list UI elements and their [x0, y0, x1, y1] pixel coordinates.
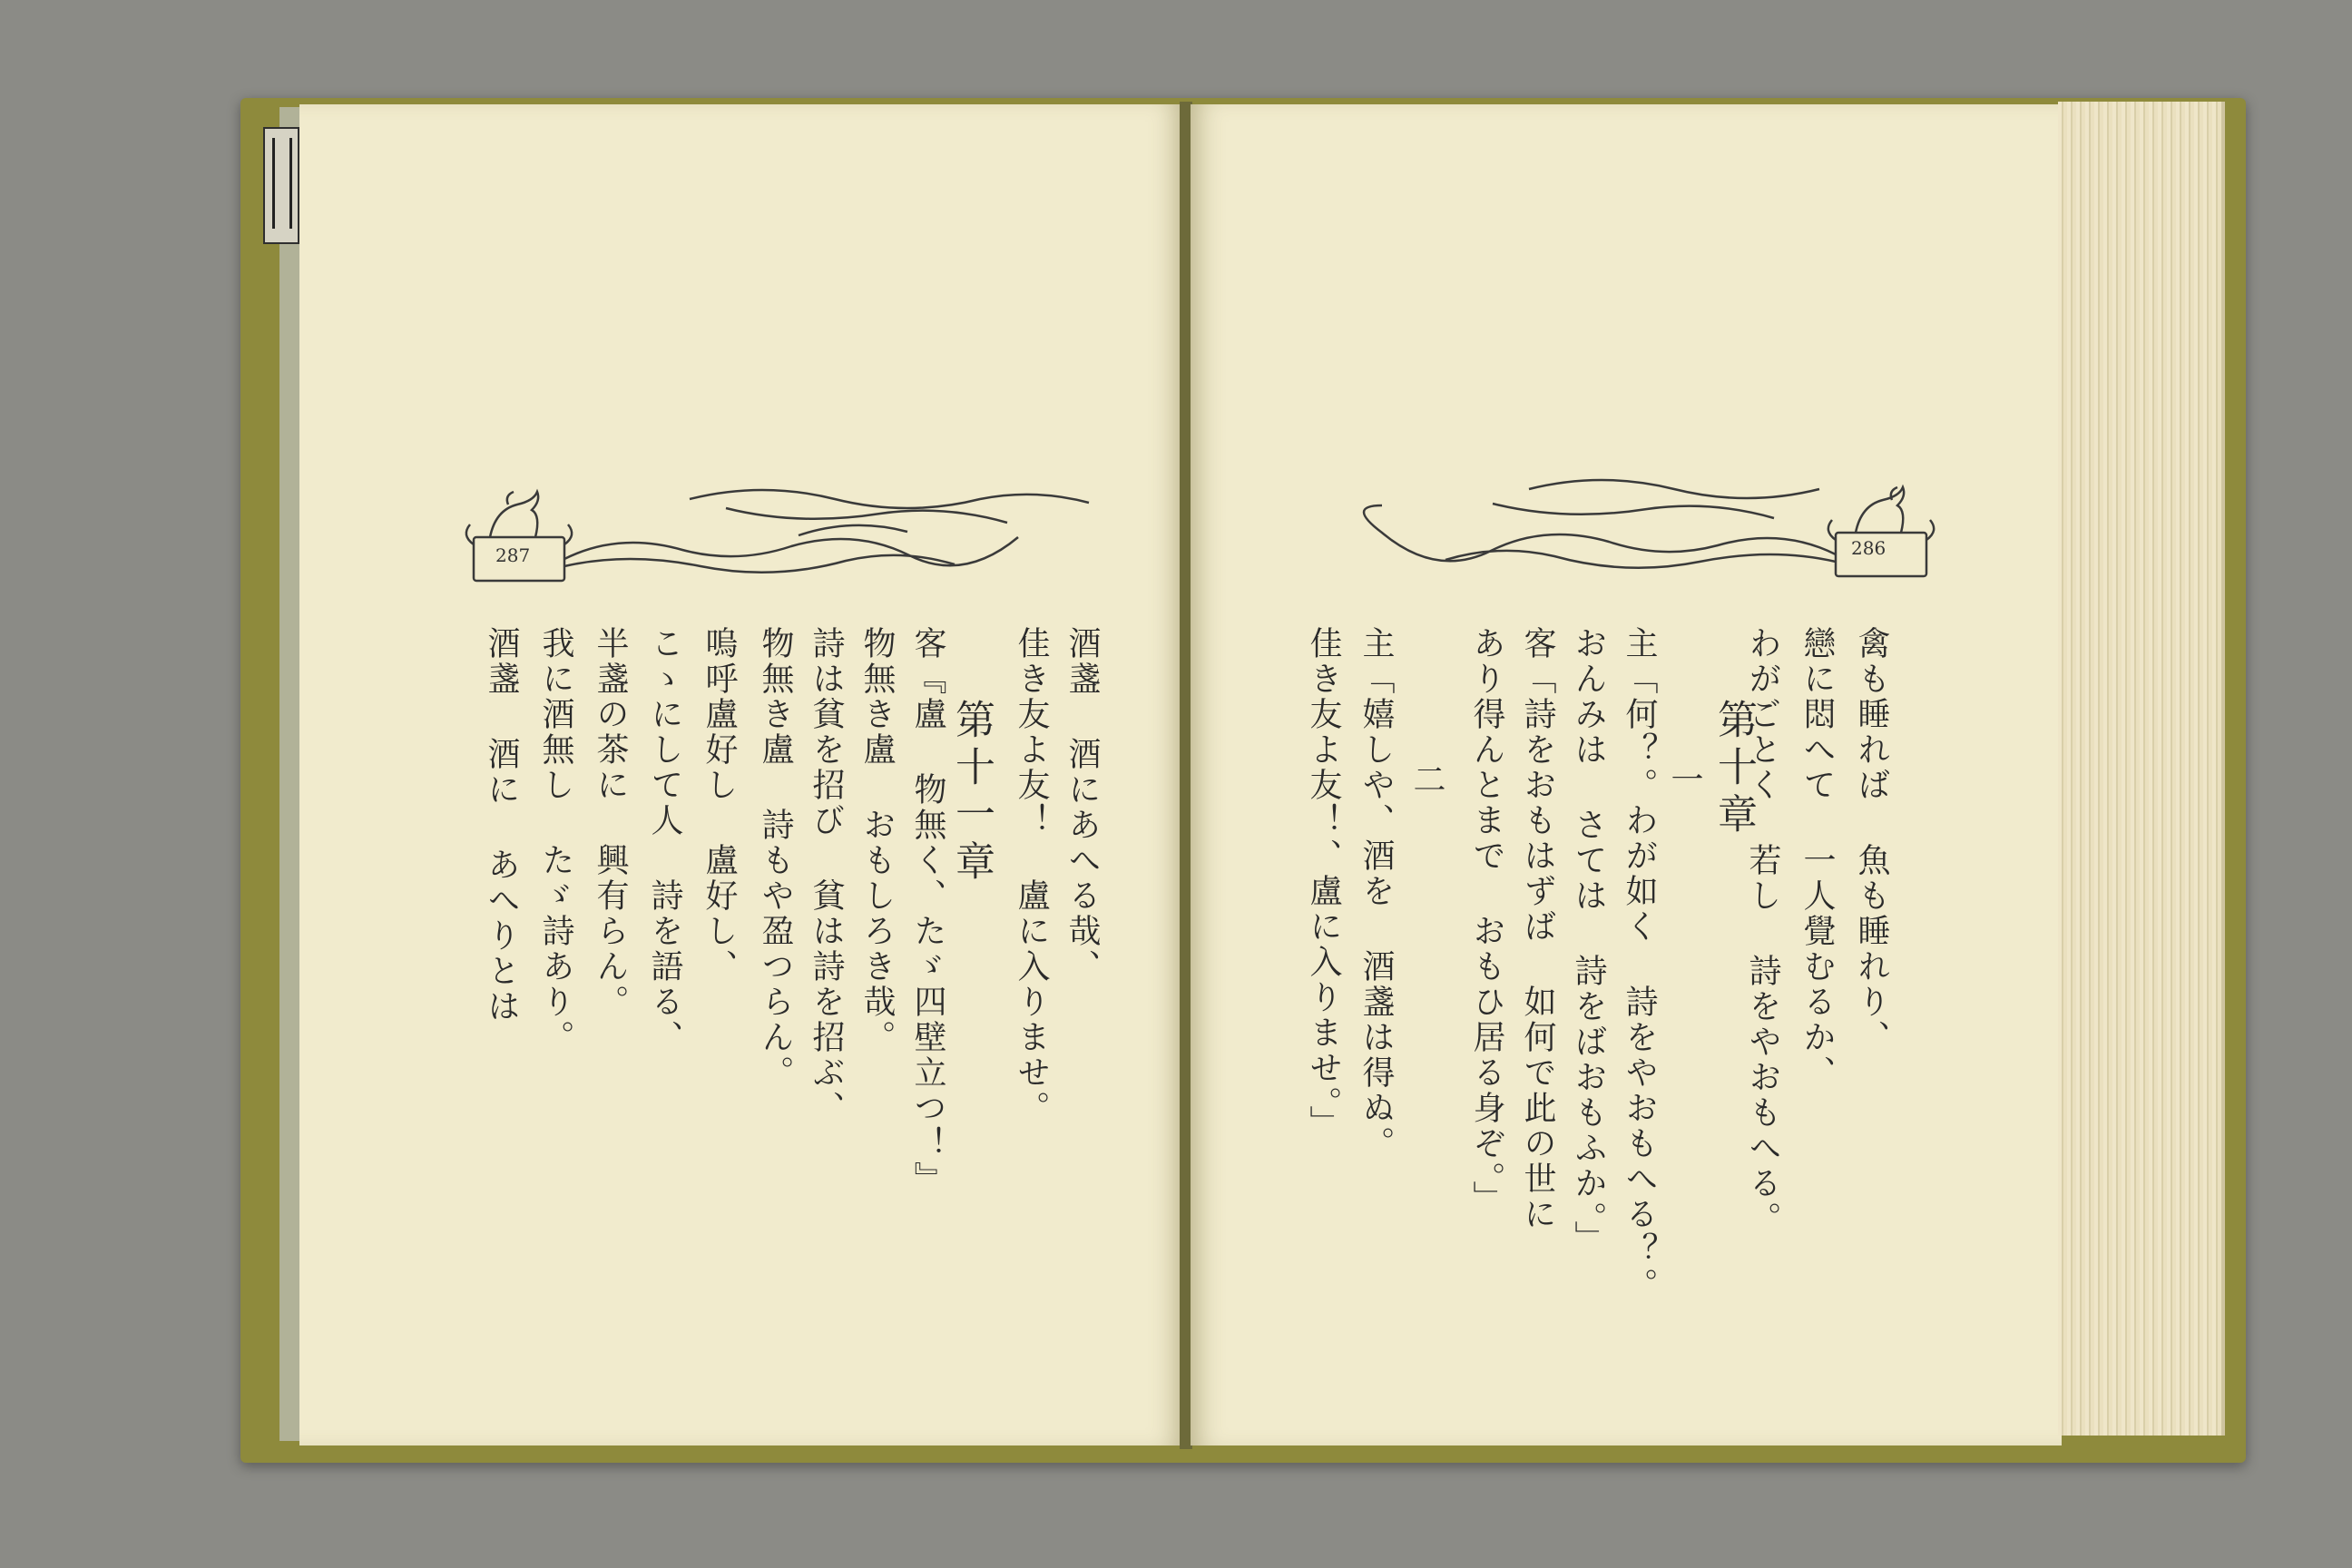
left-line-10: 我に酒無し たゞ詩あり。	[537, 626, 574, 1055]
headpiece-ornament-right-icon	[1266, 467, 1946, 594]
page-number-right: 286	[1851, 537, 1886, 559]
left-line-6: 物無き盧 詩もや盈つらん。	[757, 626, 794, 1091]
left-line-1: 酒盞 酒にあへる哉、	[1063, 626, 1101, 985]
right-line-1: 禽も睡れば 魚も睡れり、	[1853, 626, 1890, 1055]
right-line-9: 佳き友よ友！、盧に入りませ。」	[1305, 626, 1342, 1141]
right-chapter-title: 第十章	[1710, 699, 1757, 840]
right-line-4: 主「何？。わが如く 詩をやおもへる？。	[1621, 626, 1658, 1303]
left-line-5: 詩は貧を招び 貧は詩を招ぶ、	[808, 626, 845, 1126]
left-chapter-title: 第十一章	[948, 699, 995, 887]
left-line-7: 嗚呼盧好し 盧好し、	[701, 626, 738, 985]
page-edges	[2058, 102, 2225, 1436]
left-line-8: こゝにして人 詩を語る、	[646, 626, 683, 1055]
right-line-2: 戀に悶へて 一人覺むるか、	[1798, 626, 1836, 1091]
page-number-left: 287	[495, 544, 531, 566]
left-line-9: 半盞の茶に 興有らん。	[592, 626, 629, 1020]
left-line-3: 客『盧 物無く、たゞ四壁立つ！』	[909, 626, 946, 1197]
right-line-8: 主「嬉しや、酒を 酒盞は得ぬ。	[1357, 626, 1395, 1161]
right-section-two: 二	[1408, 762, 1446, 798]
left-line-2: 佳き友よ友！ 盧に入りませ。	[1013, 626, 1050, 1126]
right-section-one: 一	[1666, 762, 1703, 798]
right-line-5: おんみは さては 詩をばおもふか。」	[1570, 626, 1607, 1256]
spine-label-icon	[263, 127, 299, 244]
left-line-11: 酒盞 酒に あへりとは	[483, 626, 520, 1024]
headpiece-ornament-left-icon	[454, 472, 1134, 599]
right-line-6: 客「詩をおもはずば 如何で此の世に	[1519, 626, 1556, 1232]
left-line-4: 物無き盧 おもしろき哉。	[858, 626, 896, 1055]
right-line-7: あり得んとまで おもひ居る身ぞ。」	[1468, 626, 1505, 1216]
right-line-3: わがごとく 若し 詩をやおもへる。	[1744, 626, 1781, 1237]
